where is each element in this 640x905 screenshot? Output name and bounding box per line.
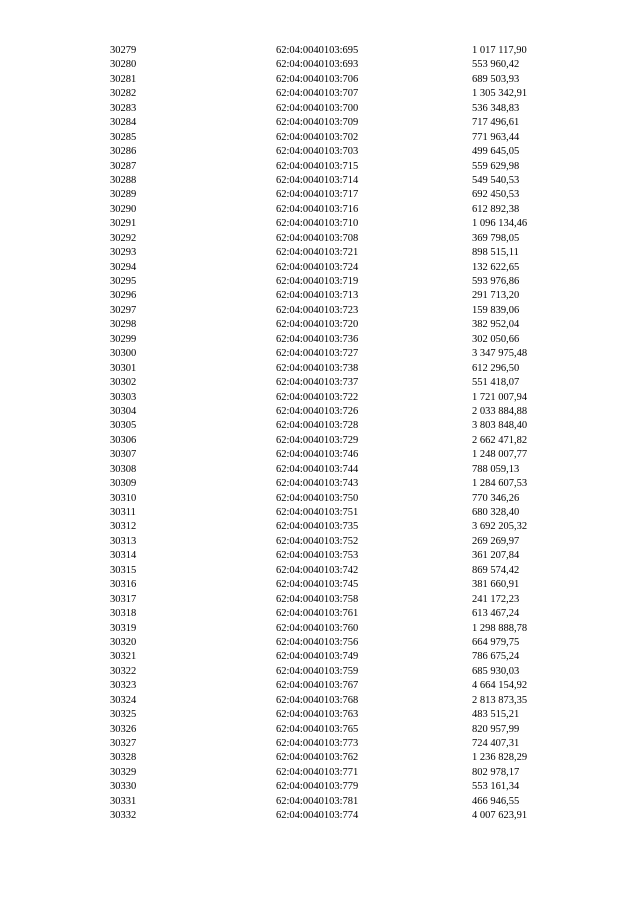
row-number: 30294: [110, 261, 137, 273]
cadastral-value: 553 960,42: [472, 59, 520, 71]
row-number: 30318: [110, 608, 137, 620]
row-number: 30304: [110, 405, 137, 417]
cadastral-number: 62:04:0040103:749: [276, 651, 359, 663]
table-row: [0, 636, 640, 650]
row-number: 30283: [110, 102, 137, 114]
cadastral-number: 62:04:0040103:693: [276, 59, 359, 71]
cadastral-number: 62:04:0040103:744: [276, 463, 359, 475]
cadastral-number: 62:04:0040103:767: [276, 680, 359, 692]
cadastral-value: 361 207,84: [472, 550, 520, 562]
cadastral-number: 62:04:0040103:722: [276, 391, 359, 403]
table-row: [0, 203, 640, 217]
row-number: 30299: [110, 333, 137, 345]
table-row: [0, 188, 640, 202]
table-row: [0, 535, 640, 549]
cadastral-number: 62:04:0040103:713: [276, 290, 359, 302]
cadastral-number: 62:04:0040103:726: [276, 405, 359, 417]
cadastral-value: 612 892,38: [472, 203, 520, 215]
row-number: 30332: [110, 810, 137, 822]
row-number: 30320: [110, 636, 137, 648]
table-row: [0, 434, 640, 448]
cadastral-number: 62:04:0040103:702: [276, 131, 359, 143]
cadastral-value: 692 450,53: [472, 189, 520, 201]
row-number: 30310: [110, 492, 137, 504]
cadastral-number: 62:04:0040103:727: [276, 348, 359, 360]
table-row: [0, 520, 640, 534]
cadastral-value: 898 515,11: [472, 247, 519, 259]
cadastral-number: 62:04:0040103:761: [276, 608, 359, 620]
data-table: [0, 44, 640, 824]
table-row: [0, 650, 640, 664]
table-row: [0, 116, 640, 130]
table-row: [0, 131, 640, 145]
table-row: [0, 708, 640, 722]
cadastral-value: 551 418,07: [472, 377, 520, 389]
cadastral-value: 771 963,44: [472, 131, 520, 143]
cadastral-value: 369 798,05: [472, 232, 520, 244]
cadastral-value: 3 347 975,48: [472, 348, 528, 360]
cadastral-value: 613 467,24: [472, 608, 520, 620]
row-number: 30288: [110, 174, 137, 186]
cadastral-number: 62:04:0040103:746: [276, 449, 359, 461]
row-number: 30289: [110, 189, 137, 201]
row-number: 30321: [110, 651, 137, 663]
cadastral-number: 62:04:0040103:779: [276, 781, 359, 793]
cadastral-value: 1 284 607,53: [472, 478, 528, 490]
table-row: [0, 246, 640, 260]
row-number: 30312: [110, 521, 137, 533]
cadastral-value: 1 096 134,46: [472, 218, 528, 230]
cadastral-value: 483 515,21: [472, 709, 520, 721]
cadastral-number: 62:04:0040103:719: [276, 276, 359, 287]
cadastral-value: 1 248 007,77: [472, 449, 528, 461]
table-row: [0, 506, 640, 520]
table-row: [0, 477, 640, 491]
table-row: [0, 87, 640, 101]
cadastral-value: 664 979,75: [472, 636, 520, 648]
cadastral-value: 302 050,66: [472, 333, 520, 345]
table-row: [0, 347, 640, 361]
cadastral-value: 869 574,42: [472, 564, 520, 576]
table-row: [0, 622, 640, 636]
row-number: 30293: [110, 247, 137, 259]
cadastral-value: 680 328,40: [472, 507, 520, 518]
row-number: 30309: [110, 478, 137, 490]
cadastral-value: 1 298 888,78: [472, 622, 528, 634]
row-number: 30331: [110, 795, 137, 807]
row-number: 30284: [110, 117, 137, 129]
cadastral-number: 62:04:0040103:751: [276, 507, 359, 518]
table-row: [0, 58, 640, 72]
row-number: 30300: [110, 348, 137, 360]
cadastral-value: 717 496,61: [472, 117, 520, 129]
row-number: 30291: [110, 218, 137, 230]
cadastral-value: 770 346,26: [472, 492, 520, 504]
cadastral-value: 1 721 007,94: [472, 391, 528, 403]
cadastral-number: 62:04:0040103:743: [276, 478, 359, 490]
table-row: [0, 578, 640, 592]
cadastral-number: 62:04:0040103:708: [276, 232, 359, 244]
table-row: [0, 665, 640, 679]
cadastral-number: 62:04:0040103:745: [276, 579, 359, 591]
cadastral-number: 62:04:0040103:774: [276, 810, 359, 822]
cadastral-number: 62:04:0040103:738: [276, 362, 359, 374]
cadastral-value: 499 645,05: [472, 146, 520, 158]
cadastral-number: 62:04:0040103:763: [276, 709, 359, 721]
table-row: [0, 723, 640, 737]
row-number: 30297: [110, 304, 137, 316]
row-number: 30327: [110, 738, 137, 749]
row-number: 30307: [110, 449, 137, 461]
cadastral-number: 62:04:0040103:765: [276, 723, 359, 735]
table-row: [0, 102, 640, 116]
cadastral-value: 269 269,97: [472, 535, 520, 547]
table-row: [0, 145, 640, 159]
row-number: 30298: [110, 319, 137, 331]
cadastral-number: 62:04:0040103:771: [276, 766, 359, 778]
table-row: [0, 737, 640, 751]
row-number: 30295: [110, 276, 137, 287]
table-row: [0, 766, 640, 780]
table-row: [0, 391, 640, 405]
cadastral-value: 4 007 623,91: [472, 810, 528, 822]
table-row: [0, 809, 640, 823]
cadastral-number: 62:04:0040103:695: [276, 45, 359, 56]
cadastral-number: 62:04:0040103:781: [276, 795, 359, 807]
table-row: [0, 304, 640, 318]
table-row: [0, 261, 640, 275]
row-number: 30301: [110, 362, 137, 374]
row-number: 30302: [110, 377, 137, 389]
row-number: 30305: [110, 420, 137, 432]
cadastral-number: 62:04:0040103:700: [276, 102, 359, 114]
row-number: 30317: [110, 593, 137, 605]
cadastral-value: 724 407,31: [472, 738, 520, 749]
cadastral-number: 62:04:0040103:729: [276, 434, 359, 446]
cadastral-number: 62:04:0040103:703: [276, 146, 359, 158]
cadastral-number: 62:04:0040103:706: [276, 73, 359, 85]
cadastral-value: 381 660,91: [472, 579, 520, 591]
row-number: 30329: [110, 766, 137, 778]
row-number: 30290: [110, 203, 137, 215]
cadastral-value: 132 622,65: [472, 261, 520, 273]
cadastral-value: 689 503,93: [472, 73, 520, 85]
cadastral-value: 549 540,53: [472, 174, 520, 186]
row-number: 30313: [110, 535, 137, 547]
table-row: [0, 463, 640, 477]
cadastral-number: 62:04:0040103:728: [276, 420, 359, 432]
row-number: 30296: [110, 290, 137, 302]
cadastral-number: 62:04:0040103:716: [276, 203, 359, 215]
cadastral-number: 62:04:0040103:720: [276, 319, 359, 331]
cadastral-number: 62:04:0040103:758: [276, 593, 359, 605]
cadastral-value: 593 976,86: [472, 276, 520, 287]
table-row: [0, 419, 640, 433]
table-row: [0, 333, 640, 347]
row-number: 30322: [110, 665, 137, 677]
cadastral-number: 62:04:0040103:752: [276, 535, 359, 547]
cadastral-number: 62:04:0040103:715: [276, 160, 359, 172]
row-number: 30292: [110, 232, 137, 244]
row-number: 30286: [110, 146, 137, 158]
row-number: 30279: [110, 45, 137, 56]
table-row: [0, 549, 640, 563]
cadastral-number: 62:04:0040103:714: [276, 174, 359, 186]
row-number: 30287: [110, 160, 137, 172]
cadastral-value: 241 172,23: [472, 593, 520, 605]
cadastral-value: 159 839,06: [472, 304, 520, 316]
table-row: [0, 795, 640, 809]
cadastral-number: 62:04:0040103:762: [276, 752, 359, 764]
cadastral-number: 62:04:0040103:724: [276, 261, 359, 273]
cadastral-number: 62:04:0040103:723: [276, 304, 359, 316]
cadastral-number: 62:04:0040103:717: [276, 189, 359, 201]
cadastral-number: 62:04:0040103:742: [276, 564, 359, 576]
cadastral-number: 62:04:0040103:736: [276, 333, 359, 345]
table-row: [0, 694, 640, 708]
row-number: 30316: [110, 579, 137, 591]
cadastral-number: 62:04:0040103:707: [276, 88, 359, 100]
table-row: [0, 44, 640, 58]
table-row: [0, 318, 640, 332]
row-number: 30311: [110, 507, 136, 518]
row-number: 30328: [110, 752, 137, 764]
row-number: 30281: [110, 73, 137, 85]
table-row: [0, 362, 640, 376]
row-number: 30326: [110, 723, 137, 735]
table-row: [0, 160, 640, 174]
table-row: [0, 73, 640, 87]
cadastral-number: 62:04:0040103:759: [276, 665, 359, 677]
row-number: 30323: [110, 680, 137, 692]
row-number: 30325: [110, 709, 137, 721]
row-number: 30319: [110, 622, 137, 634]
cadastral-number: 62:04:0040103:735: [276, 521, 359, 533]
cadastral-number: 62:04:0040103:756: [276, 636, 359, 648]
table-row: [0, 232, 640, 246]
table-row: [0, 275, 640, 289]
table-row: [0, 780, 640, 794]
cadastral-value: 2 813 873,35: [472, 694, 528, 706]
row-number: 30303: [110, 391, 137, 403]
cadastral-value: 802 978,17: [472, 766, 520, 778]
table-row: [0, 217, 640, 231]
cadastral-number: 62:04:0040103:709: [276, 117, 359, 129]
row-number: 30306: [110, 434, 137, 446]
cadastral-number: 62:04:0040103:753: [276, 550, 359, 562]
cadastral-value: 1 017 117,90: [472, 45, 527, 56]
table-row: [0, 593, 640, 607]
cadastral-value: 612 296,50: [472, 362, 520, 374]
table-row: [0, 679, 640, 693]
cadastral-value: 466 946,55: [472, 795, 520, 807]
cadastral-value: 2 662 471,82: [472, 434, 528, 446]
row-number: 30324: [110, 694, 137, 706]
table-row: [0, 492, 640, 506]
table-row: [0, 289, 640, 303]
row-number: 30308: [110, 463, 137, 475]
cadastral-value: 1 305 342,91: [472, 88, 528, 100]
row-number: 30285: [110, 131, 137, 143]
row-number: 30282: [110, 88, 137, 100]
row-number: 30314: [110, 550, 137, 562]
cadastral-value: 3 692 205,32: [472, 521, 528, 533]
cadastral-value: 2 033 884,88: [472, 405, 528, 417]
cadastral-value: 4 664 154,92: [472, 680, 528, 692]
cadastral-value: 788 059,13: [472, 463, 520, 475]
table-row: [0, 174, 640, 188]
cadastral-number: 62:04:0040103:710: [276, 218, 359, 230]
row-number: 30315: [110, 564, 137, 576]
table-row: [0, 564, 640, 578]
cadastral-value: 820 957,99: [472, 723, 520, 735]
cadastral-number: 62:04:0040103:737: [276, 377, 359, 389]
cadastral-number: 62:04:0040103:721: [276, 247, 359, 259]
cadastral-value: 382 952,04: [472, 319, 520, 331]
cadastral-number: 62:04:0040103:760: [276, 622, 359, 634]
row-number: 30280: [110, 59, 137, 71]
cadastral-number: 62:04:0040103:750: [276, 492, 359, 504]
cadastral-number: 62:04:0040103:768: [276, 694, 359, 706]
table-row: [0, 376, 640, 390]
table-row: [0, 405, 640, 419]
cadastral-value: 685 930,03: [472, 665, 520, 677]
table-row: [0, 607, 640, 621]
table-row: [0, 448, 640, 462]
cadastral-value: 553 161,34: [472, 781, 520, 793]
cadastral-value: 559 629,98: [472, 160, 520, 172]
cadastral-number: 62:04:0040103:773: [276, 738, 359, 749]
cadastral-value: 291 713,20: [472, 290, 520, 302]
row-number: 30330: [110, 781, 137, 793]
table-row: [0, 751, 640, 765]
cadastral-value: 1 236 828,29: [472, 752, 528, 764]
cadastral-value: 536 348,83: [472, 102, 520, 114]
cadastral-value: 786 675,24: [472, 651, 520, 663]
cadastral-value: 3 803 848,40: [472, 420, 528, 432]
